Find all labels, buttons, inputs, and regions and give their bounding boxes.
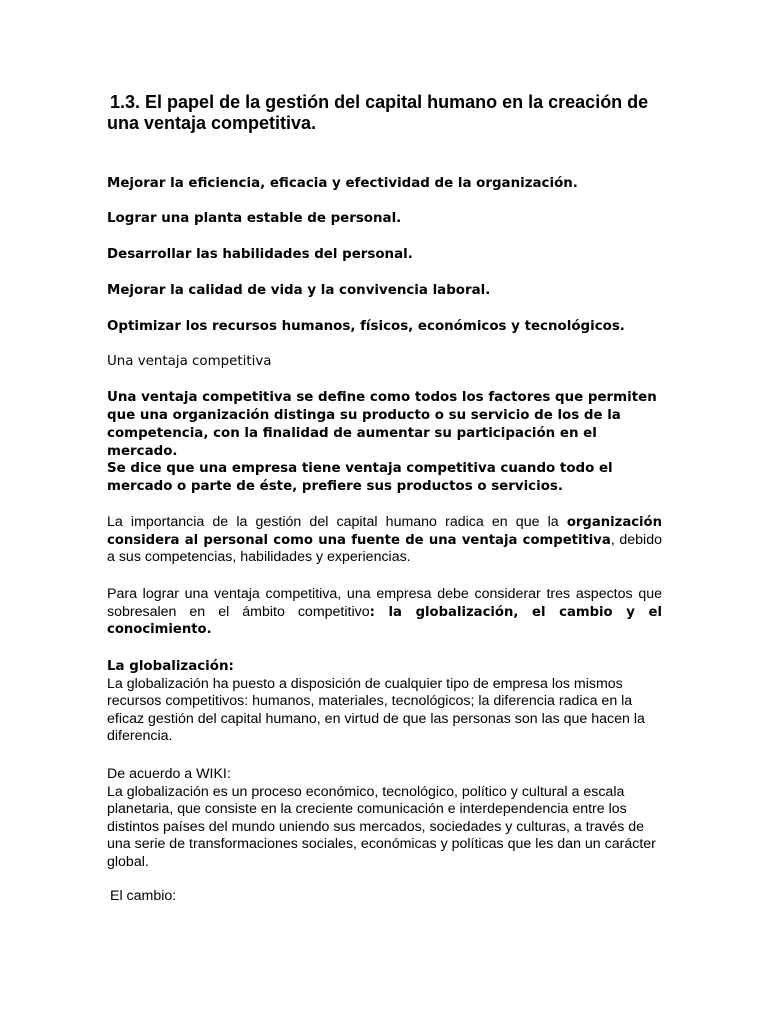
section-number: 1.3. (110, 92, 141, 112)
goal-item: Desarrollar las habilidades del personal. (107, 247, 413, 262)
globalization-heading: La globalización: (107, 659, 234, 674)
wiki-section (107, 766, 662, 871)
aspects-emphasis: : la globalización, el cambio y el conocimiento. (107, 604, 662, 637)
aspects-paragraph (107, 586, 662, 639)
importance-tail: , debido a sus competencias, habilidades y experiencias. (107, 531, 662, 565)
wiki-text: La globalización es un proceso económico, tecnológico, político y cultural a escala planetaria, que consiste en la creciente comunicación e interdependencia entre los distintos países del mundo uniendo sus mercados, sociedades y culturas, a través de una serie de transformaciones sociales, económicas y políticas que les dan un carácter global. (107, 783, 656, 870)
globalization-section (107, 658, 662, 746)
definition-paragraph: Una ventaja competitiva se define como todos los factores que permiten que una organización distinga su producto o su servicio de los de la competencia, con la finalidad de aumentar su participación en el mercado. (107, 390, 657, 459)
importance-emphasis: organización considera al personal como una fuente de una ventaja competitiva (107, 515, 662, 548)
globalization-text: La globalización ha puesto a disposición de cualquier tipo de empresa los mismos recursos competitivos: humanos, materiales, tecnológicos; la diferencia radica en la eficaz gestión del capital humano, en virtud de que las personas son las que hacen la diferencia. (107, 675, 645, 744)
goal-item: Optimizar los recursos humanos, físicos, económicos y tecnológicos. (107, 319, 625, 334)
goal-item: Mejorar la calidad de vida y la convivencia laboral. (107, 283, 491, 298)
importance-paragraph (107, 514, 662, 567)
page-title (107, 92, 667, 134)
goal-item: Mejorar la eficiencia, eficacia y efectividad de la organización. (107, 176, 578, 191)
wiki-heading: De acuerdo a WIKI: (107, 766, 231, 782)
title-text: El papel de la gestión del capital humano en la creación de una ventaja competitiva. (107, 92, 649, 133)
market-paragraph: Se dice que una empresa tiene ventaja competitiva cuando todo el mercado o parte de éste, prefiere sus productos o servicios. (107, 461, 613, 494)
subheading: Una ventaja competitiva (107, 354, 272, 369)
change-heading: El cambio: (110, 888, 177, 904)
aspects-lead: Para lograr una ventaja competitiva, una empresa debe considerar tres aspectos que sobresalen en el ámbito competitivo (107, 586, 662, 620)
goal-item: Lograr una planta estable de personal. (107, 211, 402, 226)
importance-lead: La importancia de la gestión del capital humano radica en que la (107, 514, 567, 530)
